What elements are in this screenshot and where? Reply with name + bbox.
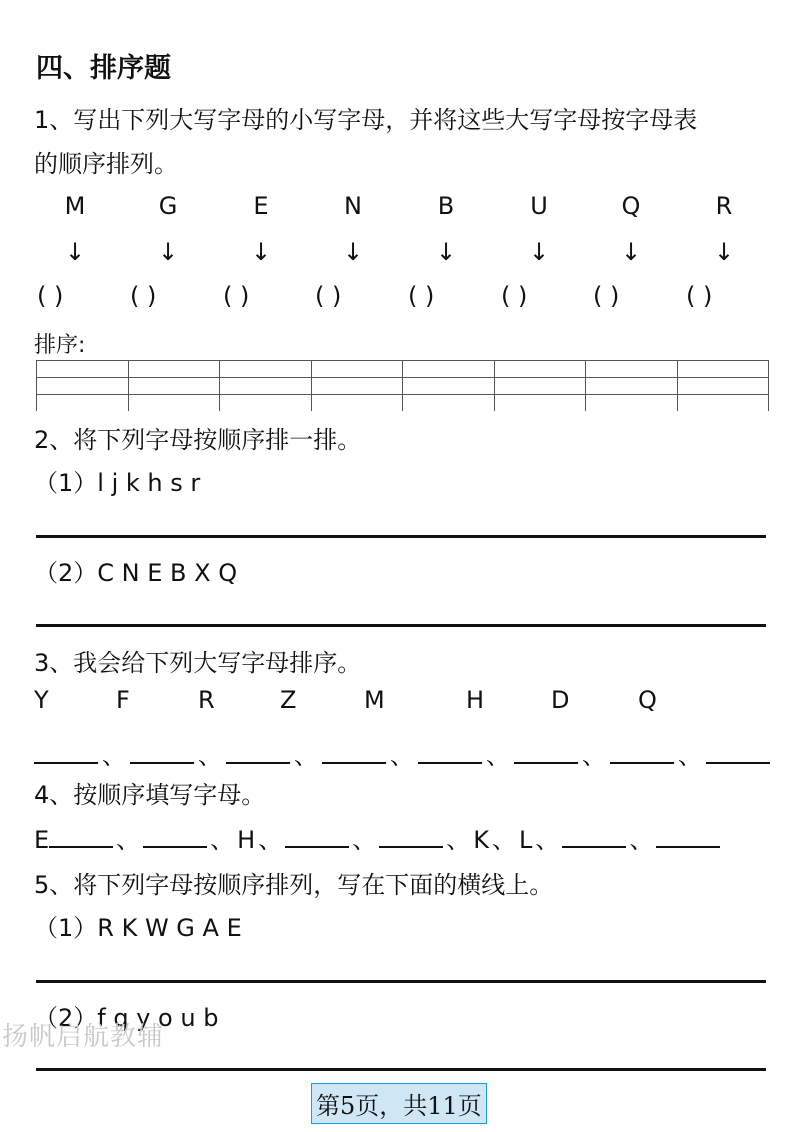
answer-line[interactable] [36, 535, 766, 538]
answer-paren[interactable]: ( ) [315, 282, 342, 310]
uppercase-letter: M [364, 686, 385, 714]
answer-paren[interactable]: ( ) [408, 282, 435, 310]
grid-col-line [219, 361, 220, 411]
given-letter: H [237, 826, 256, 854]
answer-blank[interactable] [514, 742, 578, 764]
separator: 、 [491, 826, 516, 854]
page-footer: 第5页，共11页 [311, 1083, 487, 1124]
answer-paren[interactable]: ( ) [686, 282, 713, 310]
grid-col-line [768, 361, 769, 411]
separator: 、 [116, 826, 141, 854]
question-3-title: 3、我会给下列大写字母排序。 [34, 649, 362, 677]
uppercase-letter: U [530, 192, 548, 220]
down-arrow-icon: ↓ [342, 238, 364, 266]
grid-col-line [494, 361, 495, 411]
answer-paren[interactable]: ( ) [501, 282, 528, 310]
answer-line[interactable] [36, 624, 766, 627]
given-letter: E [34, 826, 50, 854]
answer-line[interactable] [36, 980, 766, 983]
question-2-title: 2、将下列字母按顺序排一排。 [34, 426, 362, 454]
answer-paren[interactable]: ( ) [130, 282, 157, 310]
answer-blank[interactable] [706, 742, 770, 764]
down-arrow-icon: ↓ [157, 238, 179, 266]
answer-blank[interactable] [226, 742, 290, 764]
uppercase-letter: D [551, 686, 570, 714]
uppercase-letter: H [466, 686, 485, 714]
separator: 、 [390, 742, 414, 770]
uppercase-letter: G [158, 192, 178, 220]
down-arrow-icon: ↓ [528, 238, 550, 266]
question-1-line-1: 1、写出下列大写字母的小写字母，并将这些大写字母按字母表 [34, 106, 698, 134]
sort-answer-grid[interactable] [36, 360, 769, 411]
given-letter: L [518, 826, 533, 854]
answer-paren[interactable]: ( ) [37, 282, 64, 310]
answer-blank[interactable] [34, 742, 98, 764]
answer-line[interactable] [36, 1068, 766, 1071]
uppercase-letter: B [437, 192, 455, 220]
separator: 、 [210, 826, 235, 854]
uppercase-letter: N [344, 192, 362, 220]
question-3-answer-blanks[interactable] [34, 736, 770, 771]
separator: 、 [352, 826, 377, 854]
separator: 、 [678, 742, 702, 770]
grid-col-line [585, 361, 586, 411]
grid-col-line [402, 361, 403, 411]
answer-blank[interactable] [562, 826, 626, 848]
section-title: 四、排序题 [36, 53, 171, 84]
uppercase-letter: F [116, 686, 130, 714]
grid-col-line [311, 361, 312, 411]
separator: 、 [486, 742, 510, 770]
separator: 、 [629, 826, 654, 854]
question-5-sub-2: （2）f q y o u b [34, 1004, 219, 1032]
given-letter: K [473, 826, 489, 854]
question-4-title: 4、按顺序填写字母。 [34, 781, 266, 809]
question-5-sub-1: （1）R K W G A E [34, 914, 242, 942]
question-5-title: 5、将下列字母按顺序排列，写在下面的横线上。 [34, 871, 554, 899]
grid-col-line [36, 361, 37, 411]
uppercase-letter: Z [280, 686, 297, 714]
answer-blank[interactable] [418, 742, 482, 764]
answer-blank[interactable] [143, 826, 207, 848]
answer-paren[interactable]: ( ) [593, 282, 620, 310]
down-arrow-icon: ↓ [250, 238, 272, 266]
separator: 、 [446, 826, 471, 854]
answer-blank[interactable] [379, 826, 443, 848]
question-4-fill-row[interactable] [34, 820, 720, 855]
separator: 、 [102, 742, 126, 770]
uppercase-letter: Y [34, 686, 49, 714]
question-1-line-2: 的顺序排列。 [34, 150, 178, 178]
question-2-sub-2: （2）C N E B X Q [34, 559, 238, 587]
uppercase-letter: M [64, 192, 86, 220]
answer-blank[interactable] [49, 826, 113, 848]
grid-col-line [128, 361, 129, 411]
answer-paren[interactable]: ( ) [223, 282, 250, 310]
answer-blank[interactable] [656, 826, 720, 848]
down-arrow-icon: ↓ [435, 238, 457, 266]
answer-blank[interactable] [285, 826, 349, 848]
down-arrow-icon: ↓ [64, 238, 86, 266]
separator: 、 [535, 826, 560, 854]
uppercase-letter: Q [621, 192, 641, 220]
separator: 、 [198, 742, 222, 770]
answer-blank[interactable] [130, 742, 194, 764]
watermark: 扬帆启航教辅 [2, 1022, 165, 1052]
separator: 、 [582, 742, 606, 770]
sort-label: 排序: [34, 333, 86, 358]
uppercase-letter: R [715, 192, 733, 220]
answer-blank[interactable] [610, 742, 674, 764]
down-arrow-icon: ↓ [713, 238, 735, 266]
uppercase-letter: R [198, 686, 215, 714]
grid-col-line [677, 361, 678, 411]
uppercase-letter: E [253, 192, 269, 220]
down-arrow-icon: ↓ [620, 238, 642, 266]
separator: 、 [258, 826, 283, 854]
separator: 、 [294, 742, 318, 770]
answer-blank[interactable] [322, 742, 386, 764]
question-2-sub-1: （1）l j k h s r [34, 469, 201, 497]
uppercase-letter: Q [638, 686, 657, 714]
